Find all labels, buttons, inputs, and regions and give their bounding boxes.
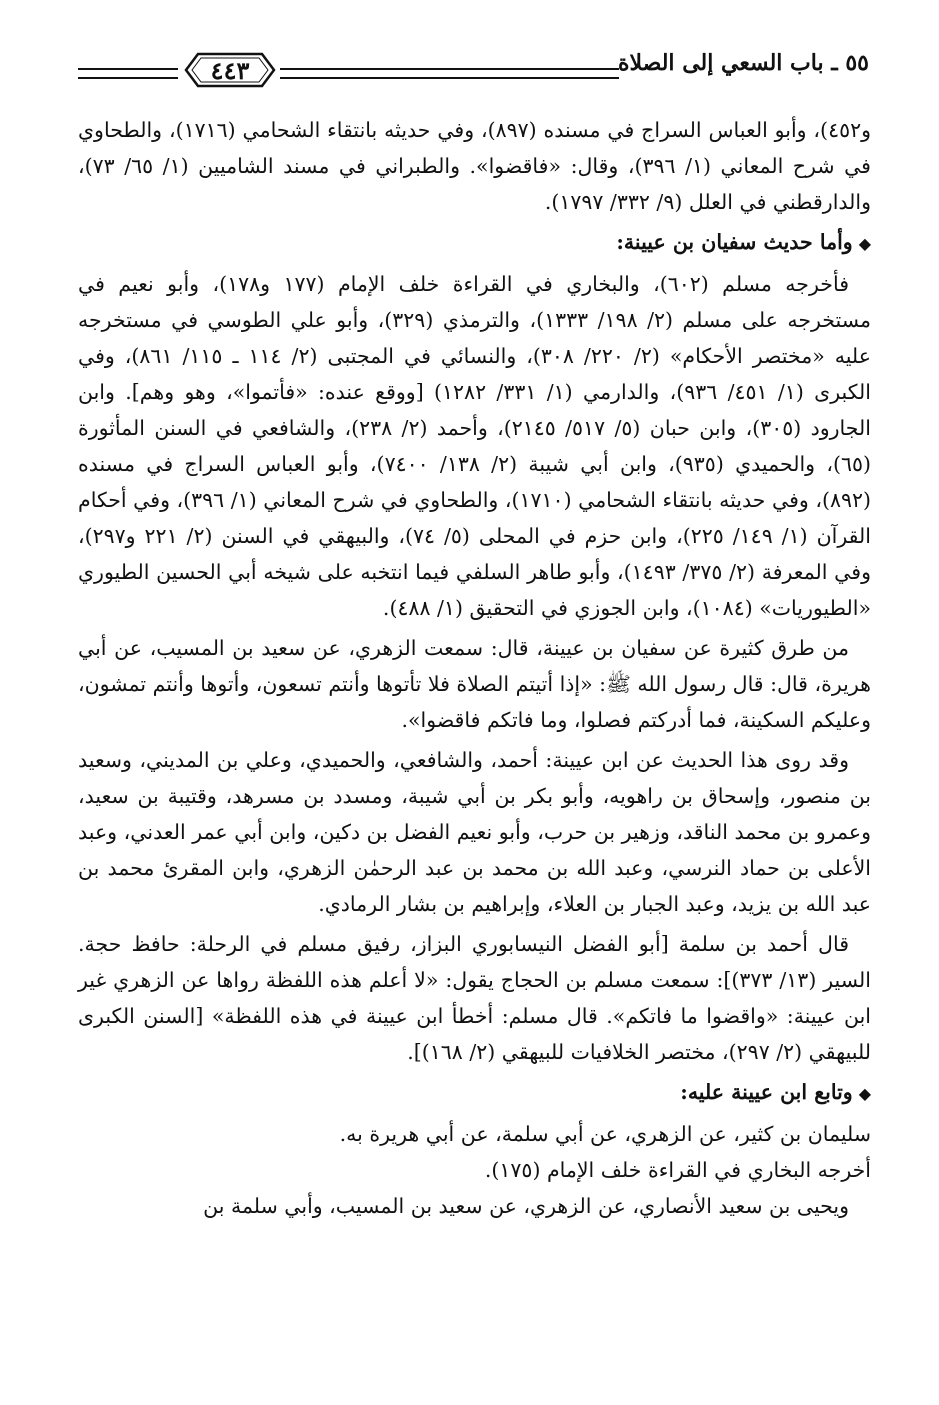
paragraph: ويحيى بن سعيد الأنصاري، عن الزهري، عن سعيد بن المسيب، وأبي سلمة بن: [203, 1194, 849, 1218]
paragraph: أخرجه البخاري في القراءة خلف الإمام (١٧٥).: [484, 1158, 871, 1182]
paragraph: و٤٥٢)، وأبو العباس السراج في مسنده (٨٩٧)، وفي حديثه بانتقاء الشحامي (١٧١٦)، والطحاوي في شرح المعاني (١/ ٣٩٦)، وقال: «فاقضوا». والطبراني في مسند الشاميين (١/ ٦٥/ ٧٣)، والدارقطني في العلل (٩/ ٣٣٢/ ١٧٩٧).: [78, 118, 872, 214]
page-number-badge: [182, 50, 278, 90]
section-heading: [78, 1074, 871, 1112]
page-header: [70, 44, 869, 96]
paragraph: قال أحمد بن سلمة [أبو الفضل النيسابوري البزاز، رفيق مسلم في الرحلة: حافظ حجة. السير (١٣/ ٣٧٣)]: سمعت مسلم بن الحجاج يقول: «لا أعلم هذه اللفظة رواها عن الزهري غير ابن عيينة: «واقضوا ما فاتكم». قال مسلم: أخطأ ابن عيينة في هذه اللفظة» [السنن الكبرى للبيهقي (٢/ ٢٩٧)، مختصر الخلافيات للبيهقي (٢/ ١٦٨)].: [78, 932, 871, 1064]
section-heading: [78, 224, 871, 262]
page-body: [78, 112, 871, 1228]
chapter-title: ٥٥ ـ باب السعي إلى الصلاة: [617, 50, 869, 76]
section-heading-text: وتابع ابن عيينة عليه:: [680, 1080, 853, 1104]
bullet-icon: ◆: [858, 234, 871, 253]
paragraph: سليمان بن كثير، عن الزهري، عن أبي سلمة، عن أبي هريرة به.: [339, 1122, 871, 1146]
header-rule-right: [280, 68, 619, 79]
paragraph: فأخرجه مسلم (٦٠٢)، والبخاري في القراءة خلف الإمام (١٧٧ و١٧٨)، وأبو نعيم في مستخرجه على مسلم (٢/ ١٩٨/ ١٣٣٣)، والترمذي (٣٢٩)، وأبو علي الطوسي في مستخرجه عليه «مختصر الأحكام» (٢/ ٢٢٠/ ٣٠٨)، والنسائي في المجتبى (٢/ ١١٤ ـ ١١٥/ ٨٦١)، وفي الكبرى (١/ ٤٥١/ ٩٣٦)، والدارمي (١/ ٣٣١/ ١٢٨٢) [ووقع عنده: «فأتموا»، وهو وهم]. وابن الجارود (٣٠٥)، وابن حبان (٥/ ٥١٧/ ٢١٤٥)، وأحمد (٢/ ٢٣٨)، والشافعي في السنن المأثورة (٦٥)، والحميدي (٩٣٥)، وابن أبي شيبة (٢/ ١٣٨/ ٧٤٠٠)، وأبو العباس السراج في مسنده (٨٩٢)، وفي حديثه بانتقاء الشحامي (١٧١٠)، والطحاوي في شرح المعاني (١/ ٣٩٦)، وفي أحكام القرآن (١/ ١٤٩/ ٢٢٥)، وابن حزم في المحلى (٥/ ٧٤)، والبيهقي في السنن (٢/ ٢٢١ و٢٩٧)، وفي المعرفة (٢/ ٣٧٥/ ١٤٩٣)، وأبو طاهر السلفي فيما انتخبه على شيخه أبي الحسين الطيوري «الطيوريات» (١٠٨٤)، وابن الجوزي في التحقيق (١/ ٤٨٨).: [78, 272, 871, 620]
paragraph: وقد روى هذا الحديث عن ابن عيينة: أحمد، والشافعي، والحميدي، وعلي بن المديني، وسعيد بن منصور، وإسحاق بن راهويه، وأبو بكر بن أبي شيبة، ومسدد بن مسرهد، وقتيبة بن سعيد، وعمرو بن محمد الناقد، وزهير بن حرب، وأبو نعيم الفضل بن دكين، وابن أبي عمر العدني، وعبد الأعلى بن حماد النرسي، وعبد الله بن محمد بن عبد الرحمٰن الزهري، وابن المقرئ محمد بن عبد الله بن يزيد، وعبد الجبار بن العلاء، وإبراهيم بن بشار الرمادي.: [78, 748, 871, 916]
section-heading-text: وأما حديث سفيان بن عيينة:: [616, 230, 853, 254]
paragraph: من طرق كثيرة عن سفيان بن عيينة، قال: سمعت الزهري، عن سعيد بن المسيب، عن أبي هريرة، قال: قال رسول الله ﷺ: «إذا أتيتم الصلاة فلا تأتوها وأنتم تسعون، وأتوها وأنتم تمشون، وعليكم السكينة، فما أدركتم فصلوا، وما فاتكم فاقضوا».: [78, 636, 871, 732]
header-rule-left: [78, 68, 178, 79]
bullet-icon: ◆: [858, 1084, 871, 1103]
page-number: ٤٤٣: [210, 55, 250, 85]
